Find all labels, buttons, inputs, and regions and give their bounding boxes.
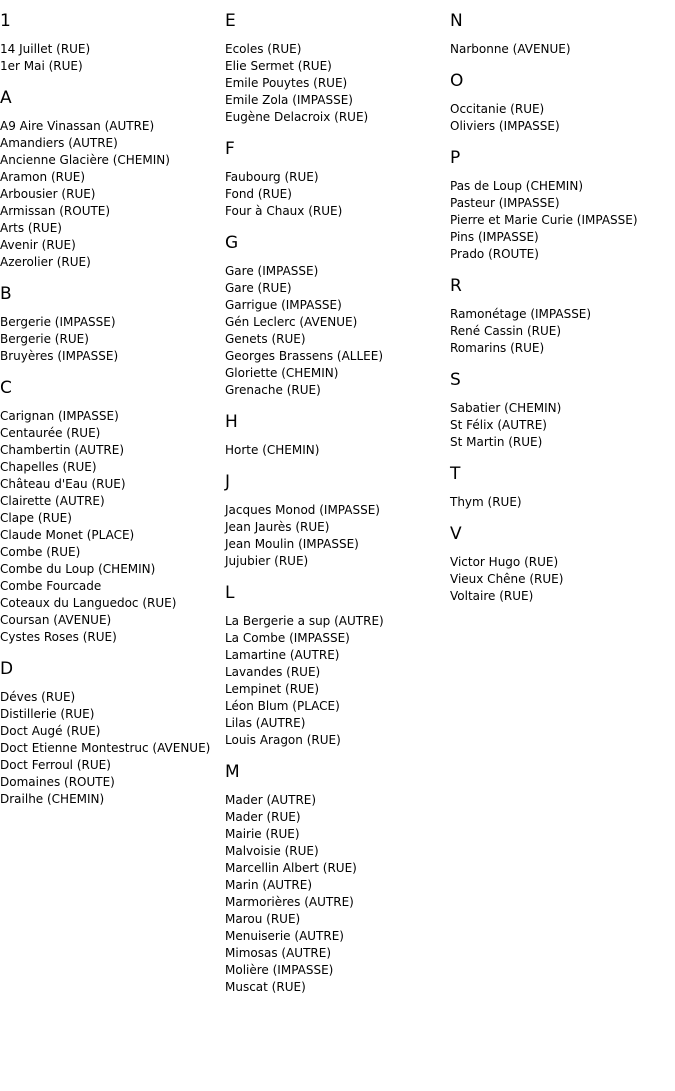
street-item: Doct Etienne Montestruc (AVENUE) [0, 741, 211, 755]
letter-heading: L [225, 583, 235, 603]
street-item: Chapelles (RUE) [0, 460, 97, 474]
street-item: Arts (RUE) [0, 221, 62, 235]
street-item: Gare (IMPASSE) [225, 264, 319, 278]
street-item: Mimosas (AUTRE) [225, 946, 331, 960]
street-item: Chambertin (AUTRE) [0, 443, 125, 457]
street-item: Bergerie (IMPASSE) [0, 315, 116, 329]
street-list [0, 408, 220, 646]
street-item: Mader (AUTRE) [225, 793, 317, 807]
street-item: Combe (RUE) [0, 545, 81, 559]
street-item: Grenache (RUE) [225, 383, 321, 397]
street-item: Coursan (AVENUE) [0, 613, 112, 627]
street-item: Amandiers (AUTRE) [0, 136, 118, 150]
street-list [225, 169, 445, 220]
letter-heading: 1 [0, 11, 11, 31]
street-item: Jean Jaurès (RUE) [225, 520, 330, 534]
street-list [450, 400, 675, 451]
street-item: Eugène Delacroix (RUE) [225, 110, 369, 124]
street-item: Marcellin Albert (RUE) [225, 861, 357, 875]
street-list [225, 41, 445, 126]
street-list [450, 41, 675, 58]
street-item: Four à Chaux (RUE) [225, 204, 343, 218]
street-list [450, 554, 675, 605]
letter-heading: P [450, 148, 461, 168]
street-item: Fond (RUE) [225, 187, 292, 201]
street-item: Narbonne (AVENUE) [450, 42, 571, 56]
street-item: Horte (CHEMIN) [225, 443, 320, 457]
street-item: St Félix (AUTRE) [450, 418, 547, 432]
street-item: Bergerie (RUE) [0, 332, 89, 346]
street-item: Claude Monet (PLACE) [0, 528, 135, 542]
street-item: La Combe (IMPASSE) [225, 631, 350, 645]
street-item: A9 Aire Vinassan (AUTRE) [0, 119, 155, 133]
street-item: Déves (RUE) [0, 690, 76, 704]
street-item: Voltaire (RUE) [450, 589, 534, 603]
letter-group [0, 283, 220, 365]
street-item: Pierre et Marie Curie (IMPASSE) [450, 213, 638, 227]
index-column-2 [225, 10, 445, 1008]
street-list [0, 41, 220, 75]
letter-group [225, 232, 445, 399]
street-item: 1er Mai (RUE) [0, 59, 83, 73]
street-item: Avenir (RUE) [0, 238, 76, 252]
street-list [0, 689, 220, 808]
letter-heading: E [225, 11, 236, 31]
street-list [450, 101, 675, 135]
street-item: Pasteur (IMPASSE) [450, 196, 560, 210]
street-item: Garrigue (IMPASSE) [225, 298, 342, 312]
street-item: Pas de Loup (CHEMIN) [450, 179, 584, 193]
index-column-3 [450, 10, 675, 617]
letter-heading: D [0, 659, 14, 679]
street-item: Emile Pouytes (RUE) [225, 76, 348, 90]
street-item: Sabatier (CHEMIN) [450, 401, 562, 415]
letter-heading: N [450, 11, 463, 31]
street-item: St Martin (RUE) [450, 435, 543, 449]
street-item: Centaurée (RUE) [0, 426, 101, 440]
letter-group [450, 147, 675, 263]
street-item: Combe du Loup (CHEMIN) [0, 562, 156, 576]
street-item: Lavandes (RUE) [225, 665, 321, 679]
street-item: Ancienne Glacière (CHEMIN) [0, 153, 170, 167]
street-item: Vieux Chêne (RUE) [450, 572, 564, 586]
street-item: Faubourg (RUE) [225, 170, 319, 184]
street-item: Drailhe (CHEMIN) [0, 792, 105, 806]
street-item: Gloriette (CHEMIN) [225, 366, 339, 380]
letter-heading: M [225, 762, 240, 782]
street-item: Marou (RUE) [225, 912, 301, 926]
letter-group [225, 761, 445, 996]
letter-heading: A [0, 88, 12, 108]
street-item: Molière (IMPASSE) [225, 963, 334, 977]
letter-heading: B [0, 284, 12, 304]
street-item: Muscat (RUE) [225, 980, 306, 994]
letter-group [450, 463, 675, 511]
street-item: Doct Augé (RUE) [0, 724, 101, 738]
street-item: Emile Zola (IMPASSE) [225, 93, 353, 107]
street-item: Château d'Eau (RUE) [0, 477, 126, 491]
street-item: Mader (RUE) [225, 810, 301, 824]
street-list [225, 502, 445, 570]
street-item: Gén Leclerc (AVENUE) [225, 315, 358, 329]
street-item: Gare (RUE) [225, 281, 292, 295]
street-item: Marin (AUTRE) [225, 878, 312, 892]
street-item: Lamartine (AUTRE) [225, 648, 340, 662]
street-item: 14 Juillet (RUE) [0, 42, 91, 56]
street-item: Georges Brassens (ALLEE) [225, 349, 383, 363]
letter-group [225, 138, 445, 220]
street-list [0, 118, 220, 271]
letter-group [0, 87, 220, 271]
letter-heading: R [450, 276, 462, 296]
street-item: Domaines (ROUTE) [0, 775, 115, 789]
street-item: Lempinet (RUE) [225, 682, 320, 696]
letter-heading: V [450, 524, 462, 544]
street-item: Marmorières (AUTRE) [225, 895, 354, 909]
letter-heading: C [0, 378, 12, 398]
street-item: Léon Blum (PLACE) [225, 699, 340, 713]
street-list [225, 263, 445, 399]
letter-heading: J [225, 472, 231, 492]
street-list [0, 314, 220, 365]
letter-group [225, 471, 445, 570]
letter-group [450, 369, 675, 451]
street-item: Louis Aragon (RUE) [225, 733, 341, 747]
street-item: Azerolier (RUE) [0, 255, 91, 269]
letter-group [225, 10, 445, 126]
letter-heading: S [450, 370, 461, 390]
street-item: Thym (RUE) [450, 495, 522, 509]
street-item: Jujubier (RUE) [225, 554, 309, 568]
street-item: Pins (IMPASSE) [450, 230, 539, 244]
street-item: Prado (ROUTE) [450, 247, 539, 261]
letter-heading: H [225, 412, 238, 432]
street-item: Ramonétage (IMPASSE) [450, 307, 592, 321]
letter-heading: O [450, 71, 464, 91]
street-item: Bruyères (IMPASSE) [0, 349, 119, 363]
letter-heading: F [225, 139, 235, 159]
letter-heading: G [225, 233, 239, 253]
letter-heading: T [450, 464, 461, 484]
letter-group [450, 10, 675, 58]
street-item: Lilas (AUTRE) [225, 716, 306, 730]
street-item: Cystes Roses (RUE) [0, 630, 117, 644]
letter-group [225, 411, 445, 459]
street-item: Clape (RUE) [0, 511, 72, 525]
street-item: Elie Sermet (RUE) [225, 59, 332, 73]
street-item: La Bergerie a sup (AUTRE) [225, 614, 384, 628]
street-list [450, 178, 675, 263]
street-item: Jacques Monod (IMPASSE) [225, 503, 380, 517]
street-item: Genets (RUE) [225, 332, 306, 346]
letter-group [0, 658, 220, 808]
letter-group [450, 523, 675, 605]
letter-group [225, 582, 445, 749]
street-item: Doct Ferroul (RUE) [0, 758, 111, 772]
street-item: Coteaux du Languedoc (RUE) [0, 596, 177, 610]
street-item: Oliviers (IMPASSE) [450, 119, 560, 133]
street-list [450, 494, 675, 511]
street-item: Clairette (AUTRE) [0, 494, 105, 508]
street-item: Malvoisie (RUE) [225, 844, 319, 858]
letter-group [0, 377, 220, 646]
street-item: Ecoles (RUE) [225, 42, 302, 56]
street-item: Jean Moulin (IMPASSE) [225, 537, 359, 551]
street-list [450, 306, 675, 357]
letter-group [0, 10, 220, 75]
street-item: Aramon (RUE) [0, 170, 86, 184]
street-list [225, 613, 445, 749]
street-item: Romarins (RUE) [450, 341, 545, 355]
letter-group [450, 70, 675, 135]
street-item: Arbousier (RUE) [0, 187, 96, 201]
street-item: Occitanie (RUE) [450, 102, 545, 116]
street-list [225, 442, 445, 459]
index-column-1 [0, 10, 220, 820]
street-item: René Cassin (RUE) [450, 324, 562, 338]
street-item: Carignan (IMPASSE) [0, 409, 119, 423]
street-item: Armissan (ROUTE) [0, 204, 111, 218]
street-list [225, 792, 445, 996]
street-item: Mairie (RUE) [225, 827, 300, 841]
street-item: Victor Hugo (RUE) [450, 555, 559, 569]
street-item: Distillerie (RUE) [0, 707, 95, 721]
street-item: Menuiserie (AUTRE) [225, 929, 344, 943]
letter-group [450, 275, 675, 357]
street-item: Combe Fourcade [0, 579, 102, 593]
